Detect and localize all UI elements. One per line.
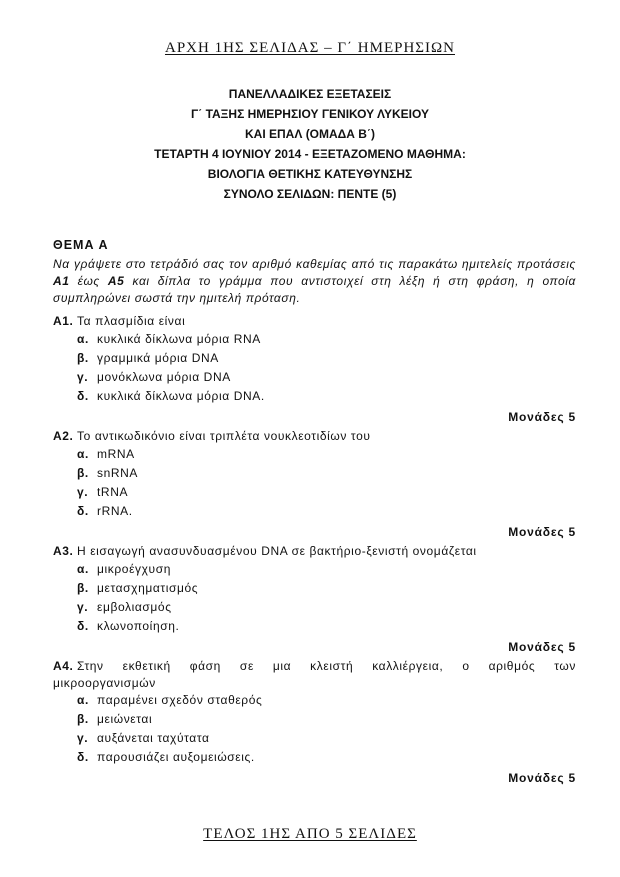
title-line: ΣΥΝΟΛΟ ΣΕΛΙΔΩΝ: ΠΕΝΤΕ (5) [223,187,397,201]
option-letter: α. [77,447,89,461]
section-title: ΘΕΜΑ Α [53,238,109,252]
option-text: rRNA. [97,504,133,518]
option-letter: δ. [77,389,89,403]
option-text: μονόκλωνα μόρια DNA [97,370,231,384]
option-letter: δ. [77,619,89,633]
instructions-text: Να γράψετε στο τετράδιό σας τον αριθμό καθεμίας από τις παρακάτω ημιτελείς προτάσεις [53,257,576,271]
question-a1 [53,312,576,426]
option-text: mRNA [97,447,135,461]
instructions-text: έως [69,274,108,288]
option [53,464,576,483]
option-text: κλωνοποίηση. [97,619,180,633]
title-line: ΠΑΝΕΛΛΑΔΙΚΕΣ ΕΞΕΤΑΣΕΙΣ [228,87,392,101]
instructions [53,256,576,307]
title-line: ΤΕΤΑΡΤΗ 4 ΙΟΥΝΙΟΥ 2014 - ΕΞΕΤΑΖΟΜΕΝΟ ΜΑΘΗΜΑ: [154,147,466,161]
question-text: Στην εκθετική φάση σε μια κλειστή καλλιέργεια, ο αριθμός των [77,659,576,673]
option [53,330,576,349]
question-a3 [53,542,576,656]
option [53,710,576,729]
option [53,748,576,767]
option [53,729,576,748]
option-letter: β. [77,466,89,480]
option-text: μικροέγχυση [97,562,171,576]
option-text: κυκλικά δίκλωνα μόρια DNA. [97,389,265,403]
option-text: εμβολιασμός [97,600,172,614]
option-letter: β. [77,351,89,365]
question-a4 [53,657,576,787]
option-text: παραμένει σχεδόν σταθερός [97,693,263,707]
option [53,445,576,464]
title-line: Γ΄ ΤΑΞΗΣ ΗΜΕΡΗΣΙΟΥ ΓΕΝΙΚΟΥ ΛΥΚΕΙΟΥ [191,107,429,121]
option [53,560,576,579]
question-text: Η εισαγωγή ανασυνδυασμένου DNA σε βακτήριο-ξενιστή ονομάζεται [77,544,477,558]
instructions-last-question: Α5 [107,274,125,288]
option-letter: γ. [77,731,89,745]
option [53,579,576,598]
question-a2 [53,427,576,541]
question-number: Α4. [53,659,74,673]
title-line: ΒΙΟΛΟΓΙΑ ΘΕΤΙΚΗΣ ΚΑΤΕΥΘΥΝΣΗΣ [207,167,413,181]
page-footer: ΤΕΛΟΣ 1ΗΣ ΑΠΟ 5 ΣΕΛΙΔΕΣ [203,826,417,842]
question-text: Τα πλασμίδια είναι [77,314,186,328]
option-letter: β. [77,712,89,726]
option-text: γραμμικά μόρια DNA [97,351,219,365]
option-letter: γ. [77,600,89,614]
question-text: Το αντικωδικόνιο είναι τριπλέτα νουκλεοτιδίων του [77,429,371,443]
option-letter: γ. [77,485,89,499]
marks-label: Μονάδες 5 [508,640,576,654]
option [53,483,576,502]
marks-label: Μονάδες 5 [508,525,576,539]
option-letter: β. [77,581,89,595]
option-text: κυκλικά δίκλωνα μόρια RNA [97,332,261,346]
option [53,617,576,636]
option-letter: α. [77,332,89,346]
option-text: snRNA [97,466,139,480]
option-letter: δ. [77,750,89,764]
question-number: Α2. [53,429,74,443]
option-text: μειώνεται [97,712,153,726]
option-letter: δ. [77,504,89,518]
option [53,368,576,387]
option-text: μετασχηματισμός [97,581,199,595]
question-text-continued: μικροοργανισμών [53,676,156,690]
option-text: αυξάνεται ταχύτατα [97,731,210,745]
question-number: Α1. [53,314,74,328]
option-text: tRNA [97,485,129,499]
exam-title-block [0,84,620,204]
question-number: Α3. [53,544,74,558]
option-letter: γ. [77,370,89,384]
marks-label: Μονάδες 5 [508,410,576,424]
title-line: ΚΑΙ ΕΠΑΛ (ΟΜΑΔΑ Β΄) [245,127,375,141]
instructions-text: και δίπλα το γράμμα που αντιστοιχεί στη λέξη ή στη φράση, η οποία συμπληρώνει σωστά την ημιτελή πρόταση. [53,274,577,305]
option [53,691,576,710]
option-text: παρουσιάζει αυξομειώσεις. [97,750,255,764]
option-letter: α. [77,693,89,707]
marks-label: Μονάδες 5 [508,771,576,785]
option [53,349,576,368]
page-header: ΑΡΧΗ 1ΗΣ ΣΕΛΙΔΑΣ – Γ΄ ΗΜΕΡΗΣΙΩΝ [164,40,455,56]
instructions-first-question: Α1 [53,274,70,288]
option-letter: α. [77,562,89,576]
option [53,502,576,521]
option [53,598,576,617]
option [53,387,576,406]
